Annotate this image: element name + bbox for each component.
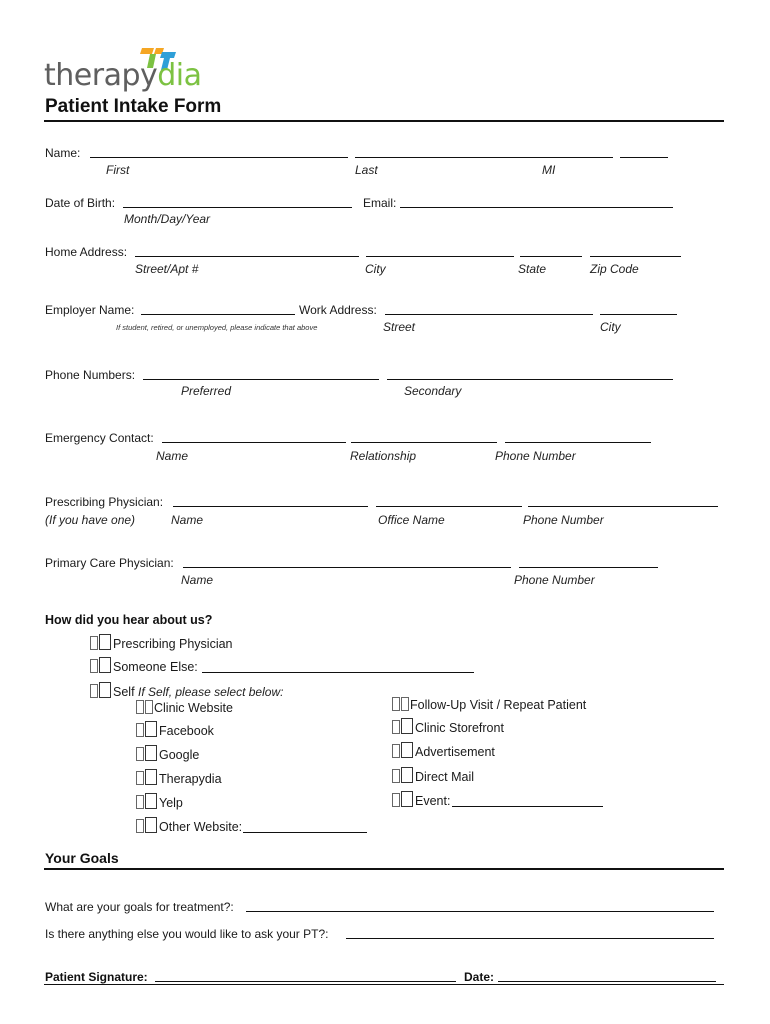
work-street-caption: Street bbox=[383, 320, 416, 334]
checkbox-icon[interactable] bbox=[99, 634, 111, 650]
option-label: Clinic Website bbox=[154, 701, 233, 715]
name-label: Name: bbox=[45, 146, 81, 160]
preferred-caption: Preferred bbox=[181, 384, 232, 398]
checkbox-icon[interactable] bbox=[99, 682, 111, 698]
date-label: Date: bbox=[464, 970, 495, 984]
option-direct-mail[interactable] bbox=[392, 767, 474, 784]
referral-self-option[interactable] bbox=[90, 682, 283, 699]
primary-name-caption: Name bbox=[181, 573, 214, 587]
signature-field[interactable] bbox=[155, 981, 456, 982]
option-clinic-storefront[interactable] bbox=[392, 718, 504, 735]
option-event[interactable] bbox=[392, 791, 450, 808]
goals-heading: Your Goals bbox=[45, 850, 119, 866]
dob-label: Date of Birth: bbox=[45, 196, 116, 210]
prescribing-office-caption: Office Name bbox=[378, 513, 445, 527]
option-therapydia[interactable] bbox=[136, 769, 222, 786]
checkbox-glyph-icon bbox=[136, 771, 144, 785]
date-field[interactable] bbox=[498, 981, 716, 982]
logo-text-main: therapy bbox=[44, 58, 158, 93]
checkbox-glyph-icon bbox=[136, 795, 144, 809]
checkbox-icon[interactable] bbox=[401, 718, 413, 734]
checkbox-icon[interactable] bbox=[401, 791, 413, 807]
checkbox-icon[interactable] bbox=[136, 700, 144, 714]
last-caption: Last bbox=[355, 163, 378, 177]
option-other-website[interactable] bbox=[136, 817, 242, 834]
dob-field[interactable] bbox=[123, 207, 352, 208]
option-google[interactable] bbox=[136, 745, 199, 762]
checkbox-glyph-icon bbox=[392, 793, 400, 807]
checkbox-icon[interactable] bbox=[392, 697, 400, 711]
emergency-relationship-caption: Relationship bbox=[350, 449, 417, 463]
referral-prescribing-label: Prescribing Physician bbox=[113, 637, 233, 651]
checkbox-glyph-icon bbox=[90, 636, 98, 650]
referral-self-label: Self bbox=[113, 685, 135, 699]
prescribing-phone-field[interactable] bbox=[528, 506, 718, 507]
event-field[interactable] bbox=[452, 806, 603, 807]
mi-field[interactable] bbox=[620, 157, 668, 158]
goals-answer-2-field[interactable] bbox=[346, 938, 714, 939]
option-label: Advertisement bbox=[415, 745, 495, 759]
preferred-phone-field[interactable] bbox=[143, 379, 379, 380]
option-advertisement[interactable] bbox=[392, 742, 495, 759]
emergency-relationship-field[interactable] bbox=[351, 442, 497, 443]
email-field[interactable] bbox=[400, 207, 673, 208]
checkbox-icon[interactable] bbox=[145, 793, 157, 809]
mi-caption: MI bbox=[542, 163, 556, 177]
emergency-phone-field[interactable] bbox=[505, 442, 651, 443]
first-caption: First bbox=[106, 163, 130, 177]
prescribing-name-field[interactable] bbox=[173, 506, 368, 507]
option-label: Therapydia bbox=[159, 772, 222, 786]
referral-self-hint: If Self, please select below: bbox=[138, 685, 284, 699]
prescribing-label: Prescribing Physician: bbox=[45, 495, 164, 509]
goals-rule bbox=[44, 868, 724, 870]
option-label: Follow-Up Visit / Repeat Patient bbox=[410, 698, 587, 712]
zip-field[interactable] bbox=[590, 256, 681, 257]
prescribing-phone-caption: Phone Number bbox=[523, 513, 604, 527]
checkbox-icon[interactable] bbox=[401, 767, 413, 783]
work-city-field[interactable] bbox=[600, 314, 677, 315]
checkbox-icon[interactable] bbox=[401, 742, 413, 758]
prescribing-office-field[interactable] bbox=[376, 506, 522, 507]
last-name-field[interactable] bbox=[355, 157, 613, 158]
street-caption: Street/Apt # bbox=[135, 262, 199, 276]
option-label: Google bbox=[159, 748, 200, 762]
emergency-label: Emergency Contact: bbox=[45, 431, 154, 445]
employer-label: Employer Name: bbox=[45, 303, 135, 317]
bottom-rule bbox=[44, 984, 724, 985]
checkbox-glyph-icon bbox=[136, 747, 144, 761]
checkbox-icon[interactable] bbox=[145, 745, 157, 761]
goals-question-2: Is there anything else you would like to ask your PT?: bbox=[45, 927, 329, 941]
emergency-name-caption: Name bbox=[156, 449, 189, 463]
checkbox-icon[interactable] bbox=[145, 769, 157, 785]
goals-question-1: What are your goals for treatment?: bbox=[45, 900, 234, 914]
home-address-label: Home Address: bbox=[45, 245, 128, 259]
street-field[interactable] bbox=[135, 256, 359, 257]
city-caption: City bbox=[365, 262, 386, 276]
email-label: Email: bbox=[363, 196, 397, 210]
option-facebook[interactable] bbox=[136, 721, 214, 738]
checkbox-glyph-icon bbox=[90, 659, 98, 673]
work-street-field[interactable] bbox=[385, 314, 593, 315]
dob-hint: Month/Day/Year bbox=[124, 212, 211, 226]
primary-name-field[interactable] bbox=[183, 567, 511, 568]
logo-wordmark bbox=[44, 58, 202, 93]
state-caption: State bbox=[518, 262, 547, 276]
checkbox-glyph-icon bbox=[392, 744, 400, 758]
page-title: Patient Intake Form bbox=[45, 96, 222, 117]
option-label: Clinic Storefront bbox=[415, 721, 504, 735]
secondary-phone-field[interactable] bbox=[387, 379, 673, 380]
employer-note: If student, retired, or unemployed, please indicate that above bbox=[116, 323, 318, 332]
prescribing-qualifier: (If you have one) bbox=[45, 513, 136, 527]
checkbox-glyph-icon bbox=[392, 769, 400, 783]
option-label: Facebook bbox=[159, 724, 214, 738]
state-field[interactable] bbox=[520, 256, 582, 257]
emergency-name-field[interactable] bbox=[162, 442, 346, 443]
work-address-label: Work Address: bbox=[299, 303, 377, 317]
option-yelp[interactable] bbox=[136, 793, 183, 810]
other-website-field[interactable] bbox=[243, 832, 367, 833]
logo-text-accent: dia bbox=[157, 58, 202, 93]
option-label: Yelp bbox=[159, 796, 183, 810]
checkbox-glyph-icon bbox=[90, 684, 98, 698]
checkbox-icon[interactable] bbox=[145, 721, 157, 737]
city-field[interactable] bbox=[366, 256, 514, 257]
primary-phone-field[interactable] bbox=[519, 567, 658, 568]
checkbox-glyph-icon bbox=[136, 819, 144, 833]
goals-answer-1-field[interactable] bbox=[246, 911, 714, 912]
someone-else-field[interactable] bbox=[202, 672, 474, 673]
checkbox-glyph-icon bbox=[401, 697, 409, 711]
referral-someone-else-option[interactable] bbox=[90, 657, 198, 674]
option-label: Other Website: bbox=[159, 820, 243, 834]
primary-label: Primary Care Physician: bbox=[45, 556, 174, 570]
checkbox-glyph-icon bbox=[145, 700, 153, 714]
secondary-caption: Secondary bbox=[404, 384, 462, 398]
first-name-field[interactable] bbox=[90, 157, 348, 158]
option-clinic-website[interactable] bbox=[136, 700, 233, 715]
zip-caption: Zip Code bbox=[590, 262, 639, 276]
signature-label: Patient Signature: bbox=[45, 970, 148, 984]
checkbox-glyph-icon bbox=[136, 723, 144, 737]
checkbox-glyph-icon bbox=[392, 720, 400, 734]
checkbox-icon[interactable] bbox=[145, 817, 157, 833]
referral-prescribing-option[interactable] bbox=[90, 634, 233, 651]
emergency-phone-caption: Phone Number bbox=[495, 449, 576, 463]
title-rule bbox=[44, 120, 724, 122]
option-follow-up-visit[interactable] bbox=[392, 697, 586, 712]
prescribing-name-caption: Name bbox=[171, 513, 204, 527]
referral-question: How did you hear about us? bbox=[45, 613, 213, 627]
phone-label: Phone Numbers: bbox=[45, 368, 136, 382]
checkbox-icon[interactable] bbox=[99, 657, 111, 673]
option-label: Direct Mail bbox=[415, 770, 475, 784]
employer-field[interactable] bbox=[141, 314, 295, 315]
primary-phone-caption: Phone Number bbox=[514, 573, 595, 587]
referral-someone-else-label: Someone Else: bbox=[113, 660, 198, 674]
option-label: Event: bbox=[415, 794, 451, 808]
work-city-caption: City bbox=[600, 320, 621, 334]
